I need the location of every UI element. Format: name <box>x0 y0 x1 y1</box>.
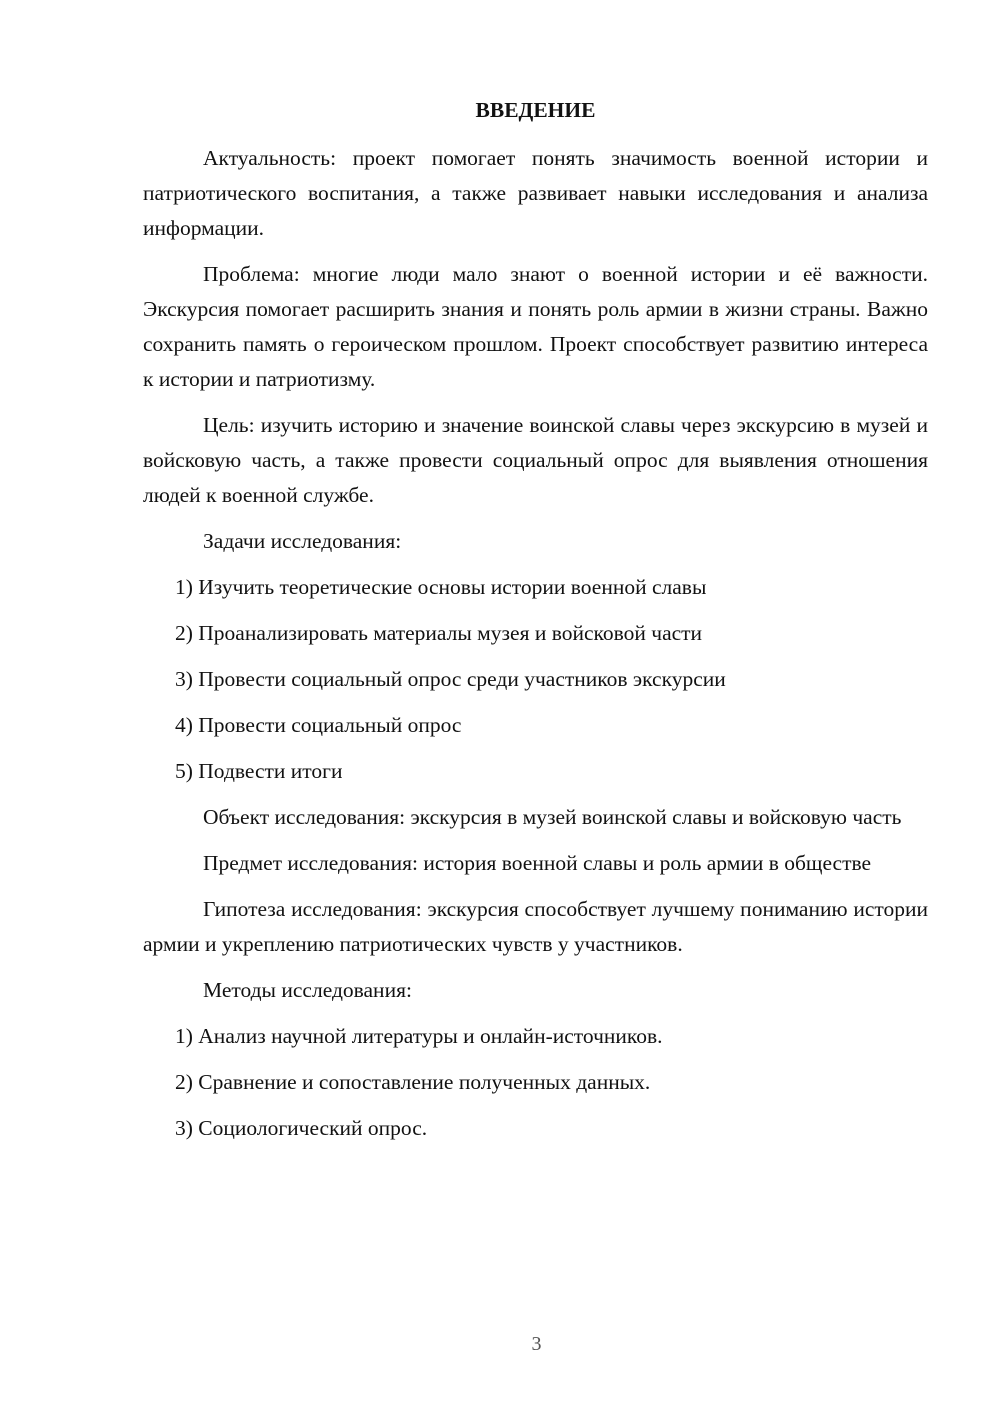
methods-heading: Методы исследования: <box>203 978 412 1002</box>
method-item: 1) Анализ научной литературы и онлайн-источников. <box>175 1024 663 1048</box>
method-item: 3) Социологический опрос. <box>175 1116 428 1140</box>
page-content <box>143 95 928 1157</box>
tasks-heading: Задачи исследования: <box>203 529 402 553</box>
task-item: 4) Провести социальный опрос <box>175 713 462 737</box>
hypothesis-paragraph: Гипотеза исследования: экскурсия способствует лучшему пониманию истории армии и укреплению патриотических чувств у участников. <box>143 897 928 956</box>
method-item: 2) Сравнение и сопоставление полученных данных. <box>175 1070 651 1094</box>
section-title: ВВЕДЕНИЕ <box>475 98 596 122</box>
problem-paragraph: Проблема: многие люди мало знают о военной истории и её важности. Экскурсия помогает расширить знания и понять роль армии в жизни страны. Важно сохранить память о героическом прошлом. Проект способствует развитию интереса к истории и патриотизму. <box>143 262 928 391</box>
object-paragraph: Объект исследования: экскурсия в музей воинской славы и войсковую часть <box>203 805 902 829</box>
task-item: 5) Подвести итоги <box>175 759 343 783</box>
goal-paragraph: Цель: изучить историю и значение воинской славы через экскурсию в музей и войсковую часть, а также провести социальный опрос для выявления отношения людей к военной службе. <box>143 413 928 507</box>
task-item: 2) Проанализировать материалы музея и войсковой части <box>175 621 703 645</box>
task-item: 1) Изучить теоретические основы истории военной славы <box>175 575 707 599</box>
relevance-paragraph: Актуальность: проект помогает понять значимость военной истории и патриотического воспитания, а также развивает навыки исследования и анализа информации. <box>143 146 928 240</box>
task-item: 3) Провести социальный опрос среди участников экскурсии <box>175 667 726 691</box>
subject-paragraph: Предмет исследования: история военной славы и роль армии в обществе <box>203 851 872 875</box>
page-number: 3 <box>531 1333 542 1355</box>
